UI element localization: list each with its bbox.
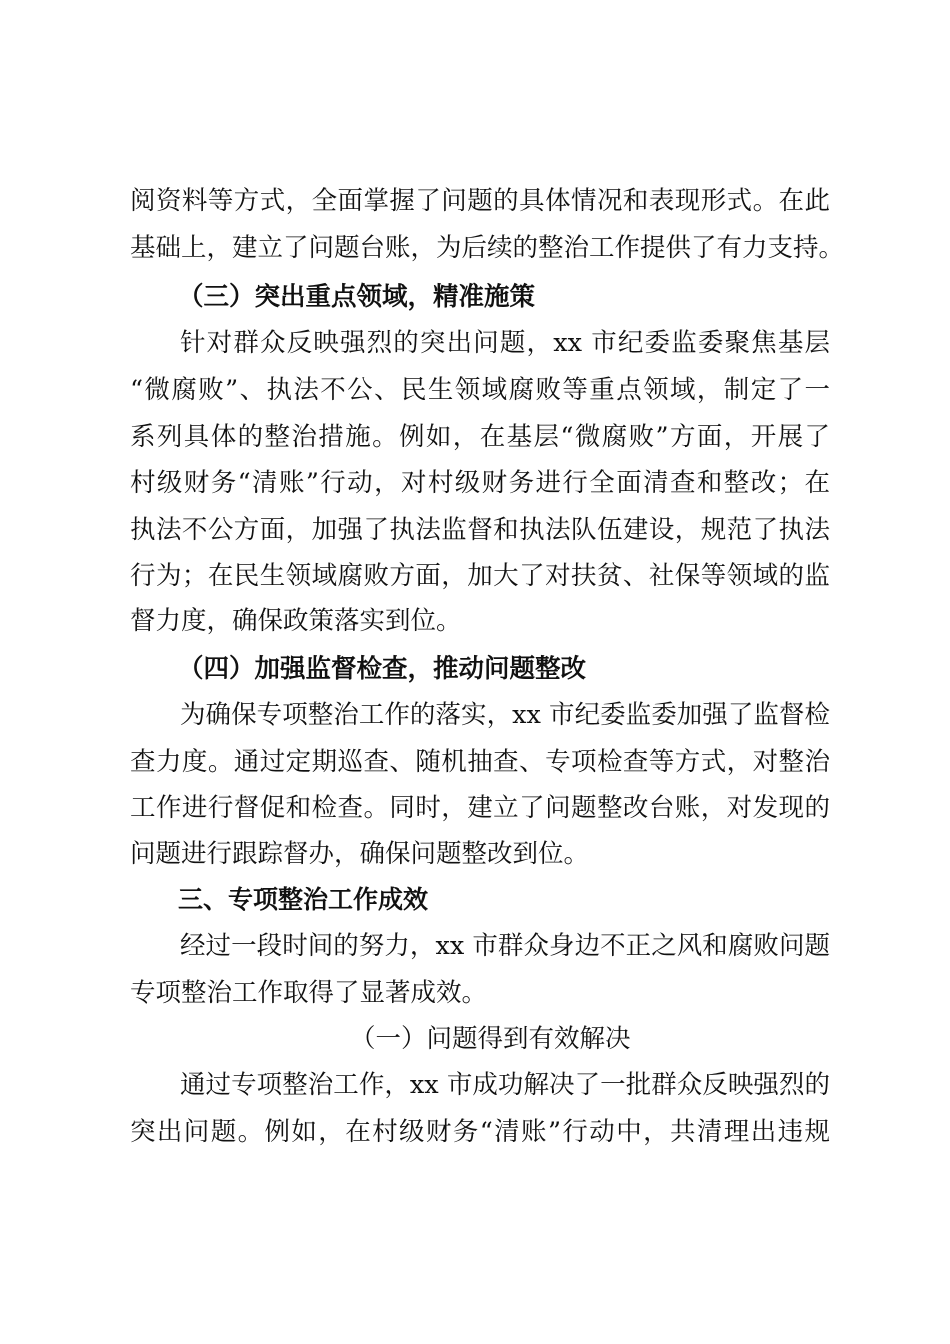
body-line: 村级财务“清账”行动，对村级财务进行全面清查和整改；在	[130, 468, 830, 498]
body-line: “微腐败”、执法不公、民生领域腐败等重点领域，制定了一	[130, 375, 830, 405]
paragraph-first-line: 经过一段时间的努力，xx 市群众身边不正之风和腐败问题	[180, 931, 830, 961]
body-line: 执法不公方面，加强了执法监督和执法队伍建设，规范了执法	[130, 515, 830, 545]
body-line: 工作进行督促和检查。同时，建立了问题整改台账，对发现的	[130, 793, 830, 823]
body-line: 查力度。通过定期巡查、随机抽查、专项检查等方式，对整治	[130, 747, 830, 777]
body-line: 阅资料等方式，全面掌握了问题的具体情况和表现形式。在此	[130, 186, 830, 216]
section-heading: （四）加强监督检查，推动问题整改	[178, 654, 587, 684]
body-line: 专项整治工作取得了显著成效。	[130, 978, 488, 1008]
paragraph-first-line: 通过专项整治工作，xx 市成功解决了一批群众反映强烈的	[180, 1070, 830, 1100]
paragraph-first-line: 针对群众反映强烈的突出问题，xx 市纪委监委聚焦基层	[180, 328, 830, 358]
body-line: 基础上，建立了问题台账，为后续的整治工作提供了有力支持。	[130, 233, 845, 263]
body-line: 系列具体的整治措施。例如，在基层“微腐败”方面，开展了	[130, 422, 830, 452]
chapter-heading: 三、专项整治工作成效	[178, 885, 429, 914]
section-heading: （一）问题得到有效解决	[350, 1024, 631, 1054]
body-line: 突出问题。例如，在村级财务“清账”行动中，共清理出违规	[130, 1117, 830, 1147]
paragraph-first-line: 为确保专项整治工作的落实，xx 市纪委监委加强了监督检	[180, 700, 830, 730]
body-line: 问题进行跟踪督办，确保问题整改到位。	[130, 839, 590, 869]
body-line: 行为；在民生领域腐败方面，加大了对扶贫、社保等领域的监	[130, 561, 830, 591]
section-heading: （三）突出重点领域，精准施策	[178, 282, 536, 312]
body-line: 督力度，确保政策落实到位。	[130, 606, 462, 636]
